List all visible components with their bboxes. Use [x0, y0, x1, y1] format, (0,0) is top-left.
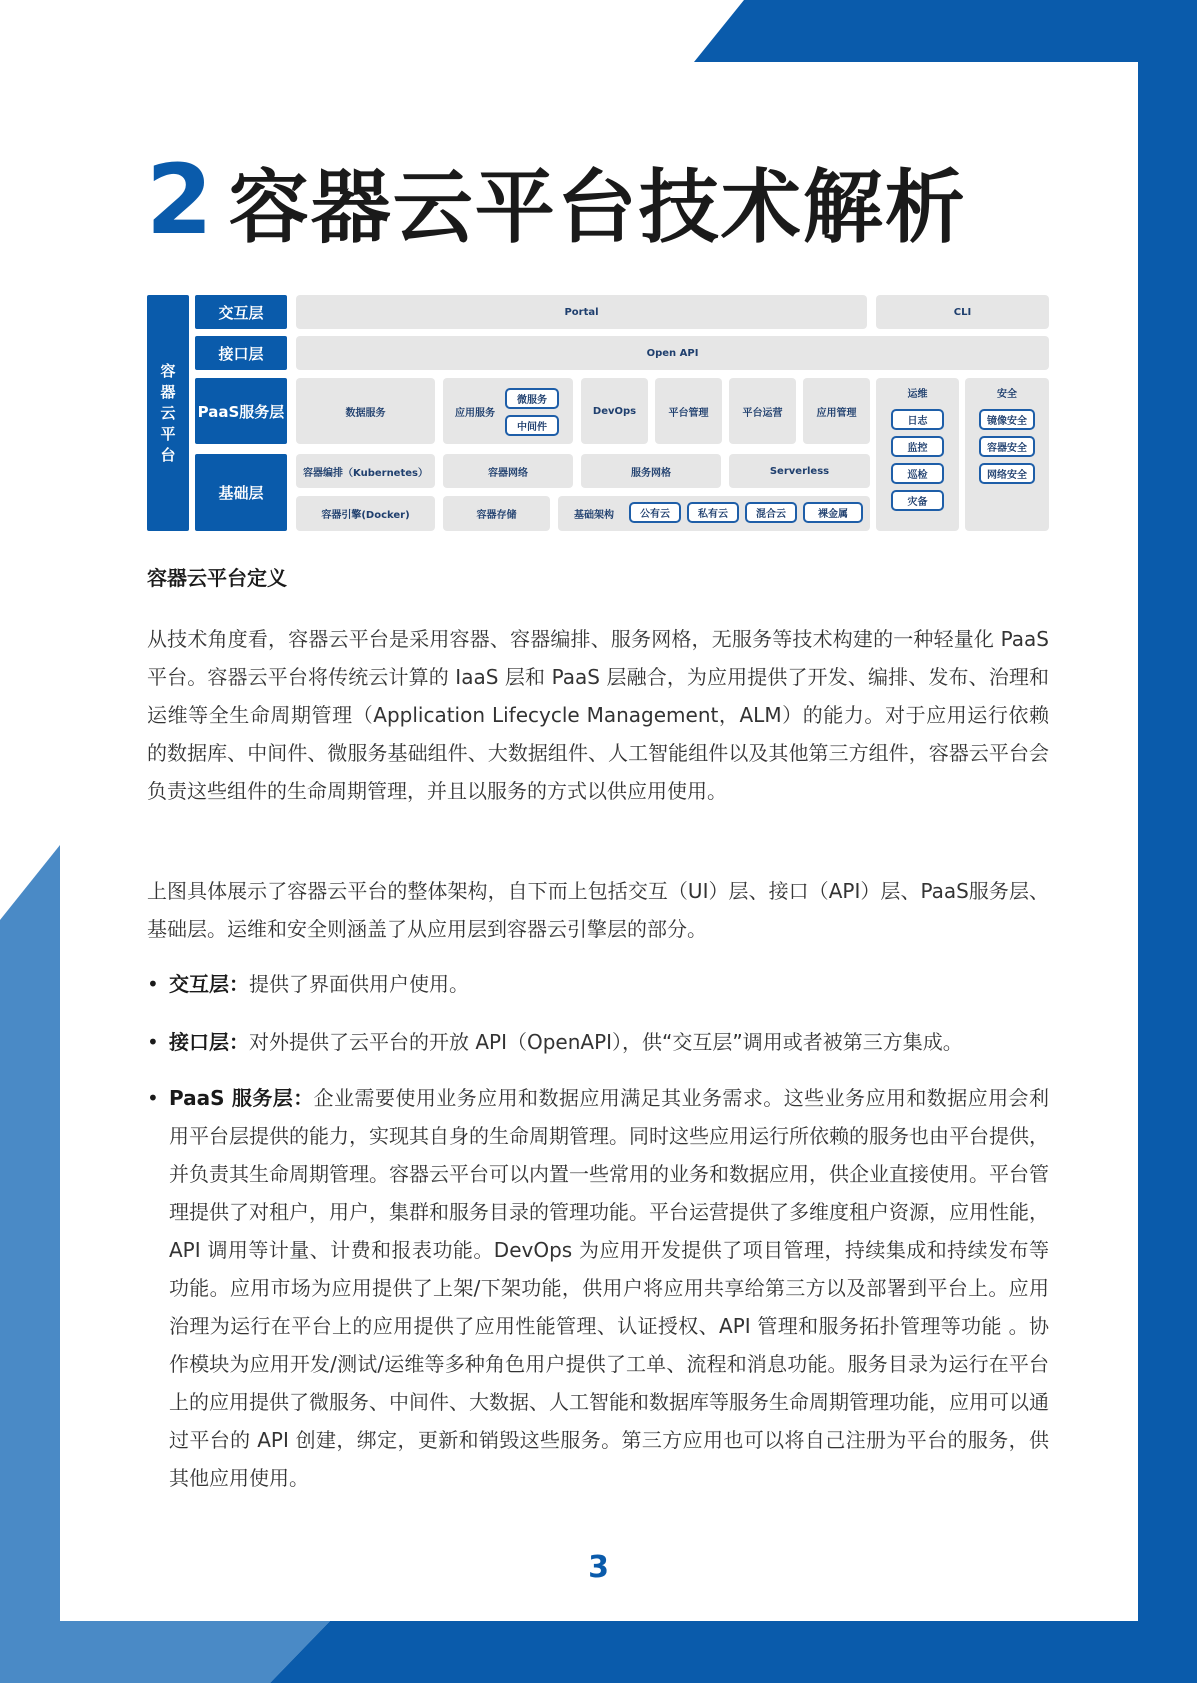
ops-inspect-pill: 巡检: [891, 463, 944, 484]
microservice-pill: 微服务: [505, 388, 559, 409]
ops-title: 运维: [907, 389, 928, 400]
section-heading: 容器云平台定义: [147, 566, 287, 590]
platform-ops-box: 平台运营: [729, 378, 796, 444]
side-char: 云: [160, 403, 176, 422]
bullet-item: [147, 965, 1049, 1003]
ops-backup-pill: 灾备: [891, 490, 944, 511]
app-mgmt-box: 应用管理: [803, 378, 870, 444]
bullet-text: 企业需要使用业务应用和数据应用满足其业务需求。这些业务应用和数据应用会利用平台层提供的能力，实现其自身的生命周期管理。同时这些应用运行所依赖的服务也由平台提供，并负责其生命周期管理。容器云平台可以内置一些常用的业务和数据应用，供企业直接使用。平台管理提供了对租户，用户，集群和服务目录的管理功能。平台运营提供了多维度租户资源，应用性能，API 调用等计量、计费和报表功能。DevOps 为应用开发提供了项目管理，持续集成和持续发布等功能。应用市场为应用提供了上架/下架功能，供用户将应用共享给第三方以及部署到平台上。应用治理为运行在平台上的应用提供了应用性能管理、认证授权、API 管理和服务拓扑管理等功能 。协作模块为应用开发/测试/运维等多种角色用户提供了工单、流程和消息功能。服务目录为运行在平台上的应用提供了微服务、中间件、大数据、人工智能和数据库等服务生命周期管理功能，应用可以通过平台的 API 创建，绑定，更新和销毁这些服务。第三方应用也可以将自己注册为平台的服务，供其他应用使用。: [169, 1086, 1049, 1490]
openapi-box: Open API: [296, 336, 1049, 370]
engine-box: 容器引擎(Docker): [296, 496, 435, 531]
cli-box: CLI: [876, 295, 1049, 329]
paragraph-architecture: 上图具体展示了容器云平台的整体架构，自下而上包括交互（UI）层、接口（API）层、PaaS服务层、基础层。运维和安全则涵盖了从应用层到容器云引擎层的部分。: [147, 879, 1049, 941]
page-number: 3: [588, 1550, 609, 1585]
side-char: 台: [160, 445, 176, 464]
bullet-item: [147, 1079, 1049, 1497]
data-service-box: 数据服务: [296, 378, 435, 444]
network-security-pill: 网络安全: [979, 463, 1035, 484]
bullet-label: 接口层：: [169, 1030, 249, 1054]
platform-mgmt-box: 平台管理: [655, 378, 722, 444]
orchestration-box: 容器编排（Kubernetes）: [296, 454, 435, 488]
public-cloud-pill: 公有云: [629, 502, 681, 523]
private-cloud-pill: 私有云: [687, 502, 739, 523]
side-char: 容: [160, 361, 176, 380]
image-security-pill: 镜像安全: [979, 409, 1035, 430]
platform-side-label: [147, 295, 189, 531]
bullet-item: [147, 1023, 1049, 1061]
bare-metal-pill: 裸金属: [803, 502, 863, 523]
security-title: 安全: [997, 389, 1017, 400]
storage-box: 容器存储: [443, 496, 550, 531]
layer-paas: PaaS服务层: [195, 378, 287, 444]
bullet-text: 提供了界面供用户使用。: [249, 972, 469, 996]
layer-base: 基础层: [195, 454, 287, 531]
container-security-pill: 容器安全: [979, 436, 1035, 457]
bullet-text: 对外提供了云平台的开放 API（OpenAPI），供“交互层”调用或者被第三方集成。: [249, 1030, 963, 1054]
middleware-pill: 中间件: [505, 415, 559, 436]
network-box: 容器网络: [443, 454, 573, 488]
serverless-box: Serverless: [729, 454, 870, 488]
ops-monitor-pill: 监控: [891, 436, 944, 457]
bullet-label: 交互层：: [169, 972, 249, 996]
side-char: 器: [160, 382, 176, 401]
ops-log-pill: 日志: [891, 409, 944, 430]
chapter-number: 2: [146, 144, 211, 256]
layer-interaction: 交互层: [195, 295, 287, 329]
devops-box: DevOps: [581, 378, 648, 444]
layer-bullet-list: [147, 965, 1049, 1497]
chapter-title: 容器云平台技术解析: [228, 160, 967, 254]
service-mesh-box: 服务网格: [581, 454, 721, 488]
bottom-blue-shape: [270, 1621, 1197, 1683]
portal-box: Portal: [296, 295, 867, 329]
architecture-diagram: [147, 295, 1049, 531]
paragraph-intro: 从技术角度看，容器云平台是采用容器、容器编排、服务网格，无服务等技术构建的一种轻量化 PaaS 平台。容器云平台将传统云计算的 IaaS 层和 PaaS 层融合，为应用提供了开发、编排、发布、治理和运维等全生命周期管理（Application Lifecycle Management，ALM）的能力。对于应用运行依赖的数据库、中间件、微服务基础组件、大数据组件、人工智能组件以及其他第三方组件，容器云平台会负责这些组件的生命周期管理，并且以服务的方式以供应用使用。: [147, 627, 1049, 803]
app-service-label: 应用服务: [455, 407, 495, 419]
hybrid-cloud-pill: 混合云: [745, 502, 797, 523]
layer-interface: 接口层: [195, 336, 287, 370]
bullet-label: PaaS 服务层：: [169, 1086, 314, 1110]
infra-label: 基础架构: [574, 510, 614, 521]
page-title: [146, 144, 967, 256]
side-char: 平: [160, 424, 176, 443]
